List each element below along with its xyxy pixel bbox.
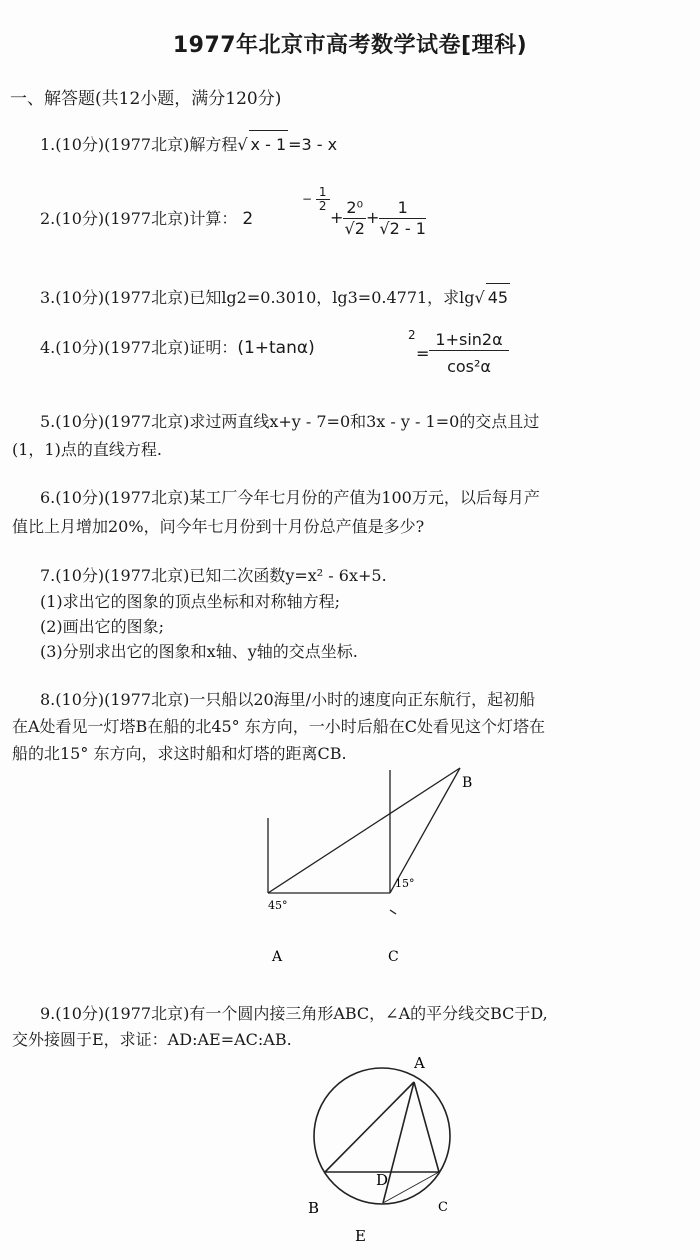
q3-radicand: 45 <box>486 283 510 312</box>
label-a: A <box>272 949 283 965</box>
question-8-line-1: 8.(10分)(1977北京)一只船以20海里/小时的速度向正东航行，起初船 <box>40 690 536 709</box>
question-7-line-3: (2)画出它的图象; <box>40 617 165 636</box>
label-c: C <box>388 949 399 965</box>
q4-eq: = <box>416 344 430 363</box>
q2-frac1-den: √2 <box>344 219 365 238</box>
inscribed-triangle-diagram <box>290 1045 470 1260</box>
angle-a-label: 45° <box>268 899 288 912</box>
label-a: A <box>414 1054 425 1072</box>
q2-frac1-num: 2⁰ <box>343 198 366 219</box>
q4-prefix: 4.(10分)(1977北京)证明： <box>40 338 238 357</box>
q1-rest: =3 - x <box>288 135 338 154</box>
page-title: 1977年北京市高考数学试卷[理科) <box>172 33 528 58</box>
q2-exp-num: 1 <box>316 186 330 200</box>
question-6-line-2: 值比上月增加20%，问今年七月份到十月份总产值是多少? <box>12 517 425 536</box>
q4-power: 2 <box>408 328 416 342</box>
q4-num: 1+sin2α <box>429 330 508 351</box>
label-b: B <box>462 775 473 791</box>
question-2 <box>40 205 253 233</box>
q2-exp-sign: − <box>302 192 313 206</box>
q2-prefix: 2.(10分)(1977北京)计算： <box>40 209 238 228</box>
q2-frac2-num: 1 <box>379 198 426 219</box>
question-1: 1.(10分)(1977北京)解方程√ x - 1 =3 - x <box>40 130 337 159</box>
q2-frac2-den: √2 - 1 <box>379 219 426 238</box>
label-b: B <box>308 1199 320 1217</box>
question-7-line-2: (1)求出它的图象的顶点坐标和对称轴方程; <box>40 592 341 611</box>
question-7-line-4: (3)分别求出它的图象和x轴、y轴的交点坐标. <box>40 642 358 661</box>
section-heading: 一、解答题(共12小题，满分120分) <box>10 89 282 109</box>
q2-exp-den: 2 <box>318 199 327 213</box>
q1-prefix: 1.(10分)(1977北京)解方程 <box>40 135 238 154</box>
q3-prefix: 3.(10分)(1977北京)已知lg2=0.3010，lg3=0.4771，求lg <box>40 288 475 307</box>
question-4 <box>40 334 315 362</box>
question-5-line-1: 5.(10分)(1977北京)求过两直线x+y - 7=0和3x - y - 1=0的交点且过 <box>40 412 540 431</box>
ship-lighthouse-diagram <box>240 760 500 970</box>
q4-den: cos²α <box>447 357 491 376</box>
q2-fractions <box>330 198 426 239</box>
question-8-line-2: 在A处看见一灯塔B在船的北45° 东方向，一小时后船在C处看见这个灯塔在 <box>12 717 546 736</box>
question-6-line-1: 6.(10分)(1977北京)某工厂今年七月份的产值为100万元，以后每月产 <box>40 488 540 507</box>
q4-lhs: (1+tanα) <box>237 338 315 358</box>
question-7-line-1: 7.(10分)(1977北京)已知二次函数y=x² - 6x+5. <box>40 566 387 585</box>
label-e: E <box>355 1227 366 1245</box>
question-5-line-2: (1，1)点的直线方程. <box>12 440 162 459</box>
question-3: 3.(10分)(1977北京)已知lg2=0.3010，lg3=0.4771，求lg√ 45 <box>40 283 510 312</box>
q2-plus-2: + <box>366 208 380 227</box>
label-d: D <box>376 1171 389 1189</box>
q4-rhs <box>416 330 509 377</box>
question-9-line-2: 交外接圆于E，求证：AD:AE=AC:AB. <box>12 1030 292 1049</box>
angle-c-label: 15° <box>395 877 415 890</box>
question-9-line-1: 9.(10分)(1977北京)有一个圆内接三角形ABC，∠A的平分线交BC于D, <box>40 1004 548 1023</box>
q2-base: 2 <box>242 209 254 229</box>
question-8-line-3: 船的北15° 东方向，求这时船和灯塔的距离CB. <box>12 744 347 763</box>
q1-radicand: x - 1 <box>249 130 289 159</box>
q2-plus-1: + <box>330 208 344 227</box>
label-c: C <box>438 1200 448 1215</box>
q2-exponent <box>302 186 330 213</box>
